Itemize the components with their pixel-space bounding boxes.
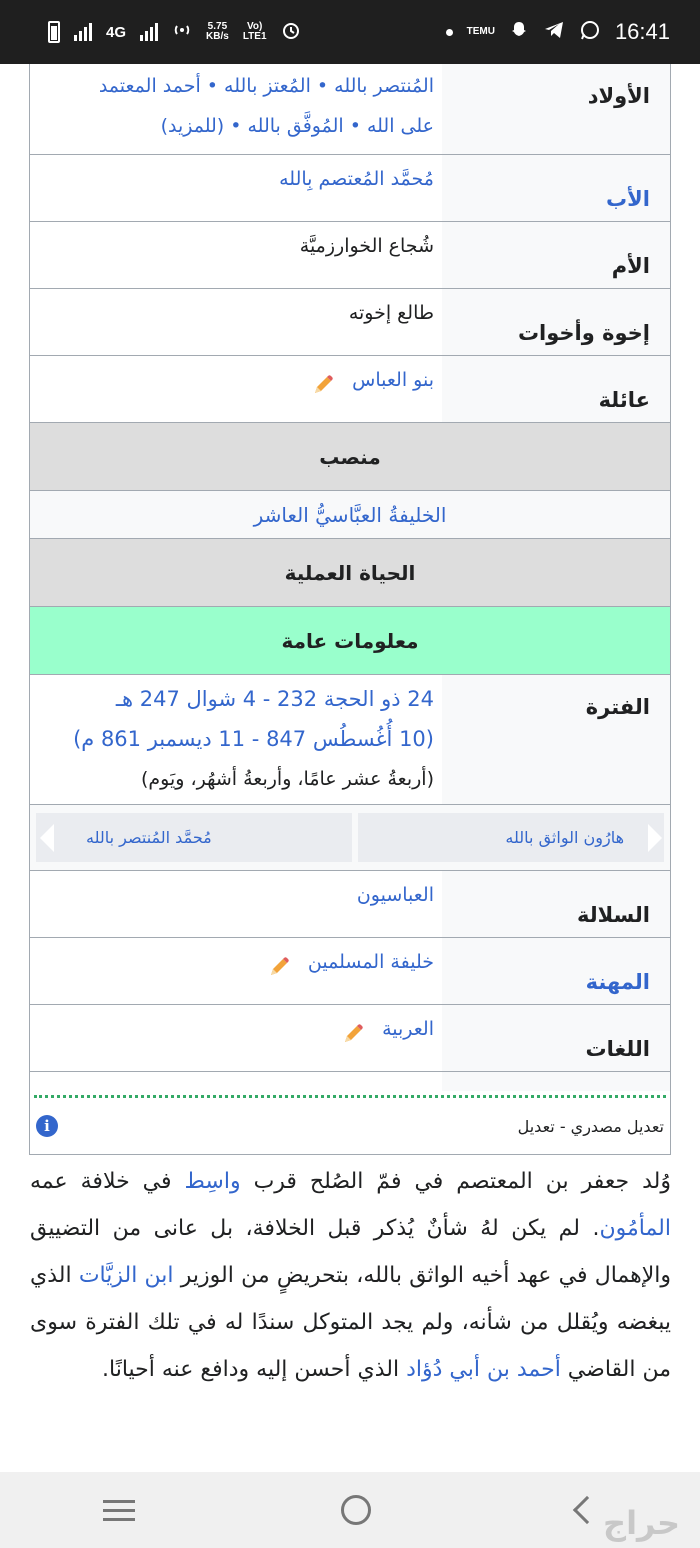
para-text: وُلد جعفر بن المعتصم في فمّ الصُلح قرب xyxy=(240,1169,671,1194)
header-general: معلومات عامة xyxy=(30,606,670,674)
row-children xyxy=(30,64,670,154)
label-mother: الأم xyxy=(442,222,670,288)
label-father[interactable]: الأب xyxy=(442,155,670,221)
previous-caliph[interactable] xyxy=(358,813,664,862)
value-mother: شُجاع الخوارزميَّة xyxy=(30,222,442,288)
header-career: الحياة العملية xyxy=(30,538,670,606)
pencil-icon[interactable] xyxy=(268,952,290,974)
occupation-link[interactable]: خليفة المسلمين xyxy=(307,951,434,973)
link-ibn-zayyat[interactable]: ابن الزيَّات xyxy=(78,1263,174,1288)
article-paragraph xyxy=(30,1158,671,1393)
row-mother xyxy=(30,221,670,288)
pencil-icon[interactable] xyxy=(312,370,334,392)
header-office: منصب xyxy=(30,422,670,490)
navigation-bar xyxy=(0,1472,700,1548)
period-gregorian[interactable]: (10 أُغُسطُس 847 - 11 ديسمبر 861 م) xyxy=(73,727,434,751)
telegram-icon xyxy=(543,20,565,44)
volte-indicator: Vo) LTE1 xyxy=(242,21,267,42)
hotspot-icon xyxy=(172,20,192,44)
label-languages: اللغات xyxy=(442,1005,670,1071)
snapchat-icon xyxy=(509,20,529,44)
label-dynasty: السلالة xyxy=(442,871,670,937)
row-dynasty xyxy=(30,870,670,937)
clock: 16:41 xyxy=(614,19,670,44)
home-icon[interactable] xyxy=(341,1495,371,1525)
network-type: 4G xyxy=(106,23,127,41)
row-siblings xyxy=(30,288,670,355)
value-children[interactable] xyxy=(30,64,442,154)
row-period xyxy=(30,674,670,804)
footer-divider xyxy=(30,1091,670,1098)
pencil-icon[interactable] xyxy=(342,1019,364,1041)
family-link[interactable]: بنو العباس xyxy=(352,369,434,391)
period-hijri[interactable]: 24 ذو الحجة 232 - 4 شوال 247 هـ xyxy=(115,687,434,711)
value-languages xyxy=(30,1005,442,1071)
link-mamun[interactable]: المأمُون xyxy=(599,1216,671,1241)
para-text: . لم يكن لهُ شأنٌ يُذكر قبل الخلافة، بل عانى من التضييق والإهمال في عهد أخيه الواثق بالله، بتحريضٍ من الوزير xyxy=(30,1216,672,1288)
link-wasit[interactable]: واسِط xyxy=(184,1169,241,1194)
row-empty xyxy=(30,1071,670,1091)
whatsapp-icon xyxy=(579,19,601,45)
battery-icon xyxy=(48,21,60,43)
children-line-1[interactable]: المُنتصر بالله • المُعتز بالله • أحمد المعتمد xyxy=(98,75,434,97)
value-father[interactable]: مُحمَّد المُعتصم بِالله xyxy=(30,155,442,221)
para-text: الذي أحسن إليه ودافع عنه أحيانًا. xyxy=(102,1357,407,1382)
label-siblings: إخوة وأخوات xyxy=(442,289,670,355)
period-duration: (أربعةُ عشر عامًا، وأربعةُ أشهُر، ويَوم) xyxy=(141,768,434,790)
notification-dot xyxy=(446,29,453,36)
row-father xyxy=(30,154,670,221)
row-languages xyxy=(30,1004,670,1071)
value-siblings xyxy=(30,289,442,355)
next-caliph-label[interactable]: مُحمَّد المُنتصر بالله xyxy=(86,828,212,847)
recent-apps-icon[interactable] xyxy=(103,1500,135,1521)
arrow-left-icon xyxy=(40,824,54,852)
siblings-text: طالع إخوته xyxy=(348,302,434,324)
signal-icon xyxy=(74,23,92,41)
label-family: عائلة xyxy=(442,356,670,422)
children-line-2[interactable]: على الله • المُوفَّق بالله • (للمزيد) xyxy=(160,115,434,137)
status-left xyxy=(48,20,301,44)
value-family xyxy=(30,356,442,422)
para-text: الذي يبغضه ويُقلل من شأنه، ولم يجد المتوكل سندًا له في تلك الفترة سوى من القاضي xyxy=(30,1263,671,1382)
value-occupation xyxy=(30,938,442,1004)
row-occupation xyxy=(30,937,670,1004)
value-period xyxy=(30,675,442,804)
edit-links[interactable]: تعديل مصدري - تعديل xyxy=(517,1116,664,1136)
net-speed: 5.75 KB/s xyxy=(206,21,229,42)
label-period: الفترة xyxy=(442,675,670,804)
office-title xyxy=(30,490,670,538)
info-icon[interactable]: i xyxy=(36,1115,58,1137)
succession-nav xyxy=(30,804,670,870)
next-caliph[interactable] xyxy=(36,813,352,862)
watermark-logo: حراج xyxy=(603,1504,680,1542)
label-occupation[interactable]: المهنة xyxy=(442,938,670,1004)
row-family xyxy=(30,355,670,422)
alarm-icon xyxy=(281,20,301,44)
office-title-link[interactable]: الخليفةُ العبَّاسيُّ العاشر xyxy=(253,502,447,527)
link-ibn-abi-duad[interactable]: أحمد بن أبي دُؤاد xyxy=(406,1357,561,1382)
label-children: الأولاد xyxy=(442,64,670,154)
para-text: في خلافة عمه xyxy=(30,1169,185,1194)
value-dynasty[interactable]: العباسيون xyxy=(30,871,442,937)
signal-icon-2 xyxy=(140,23,158,41)
arrow-right-icon xyxy=(648,824,662,852)
infobox-footer xyxy=(30,1098,670,1154)
back-icon[interactable] xyxy=(573,1496,601,1524)
status-bar xyxy=(0,0,700,64)
previous-caliph-label[interactable]: هارُون الواثق بالله xyxy=(505,828,624,847)
infobox xyxy=(29,64,671,1155)
temu-icon: TEMU xyxy=(466,26,495,37)
status-right xyxy=(446,19,670,45)
languages-link[interactable]: العربية xyxy=(382,1018,434,1040)
